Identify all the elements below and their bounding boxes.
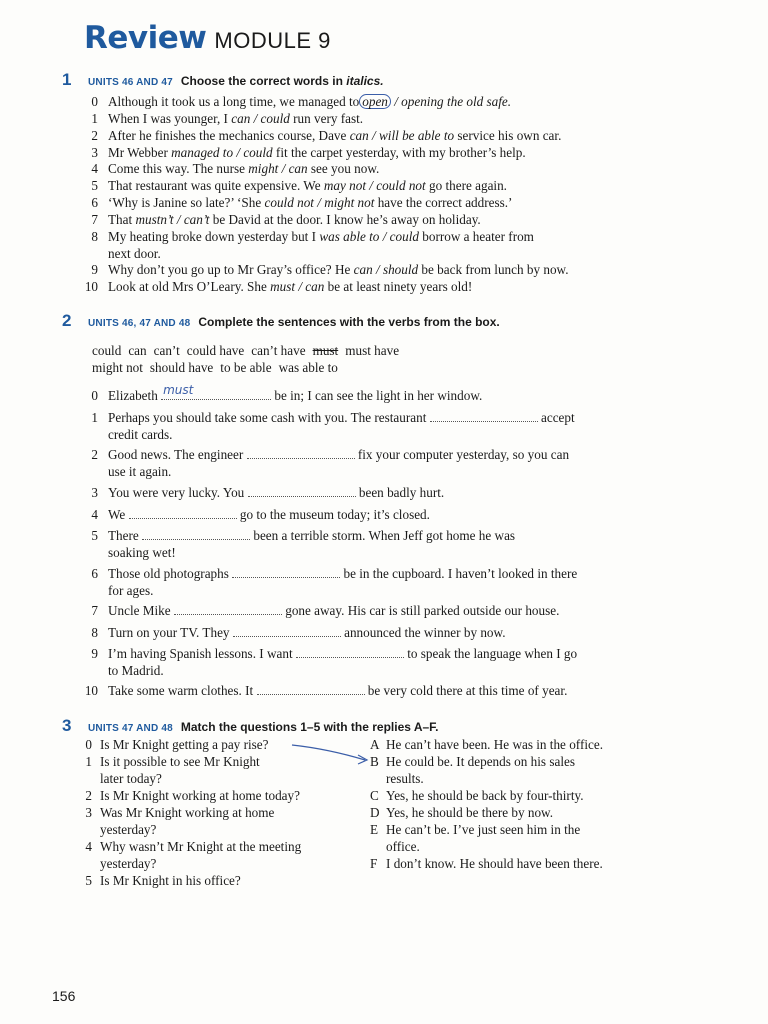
word-box-row-1: could can can’t could have can’t have must must have bbox=[92, 343, 400, 358]
section-units: UNITS 46 AND 47 bbox=[88, 77, 173, 88]
s3-reply-E: E He can’t be. I’ve just seen him in the bbox=[370, 822, 581, 837]
s2-item-1-cont: credit cards. bbox=[108, 427, 173, 442]
s3-reply-B: B He could be. It depends on his sales bbox=[370, 754, 575, 769]
s2-item-9-cont: to Madrid. bbox=[108, 663, 164, 678]
s3-reply-D: D Yes, he should be there by now. bbox=[370, 805, 554, 820]
s1-item-8-cont: next door. bbox=[108, 246, 161, 261]
s2-item-2-cont: use it again. bbox=[108, 464, 172, 479]
section-instruction: Choose the correct words in italics. bbox=[180, 74, 384, 88]
handwritten-circle-answer: open bbox=[359, 94, 391, 109]
s3-question-3-cont: yesterday? bbox=[100, 822, 157, 837]
s3-reply-C: C Yes, he should be back by four-thirty. bbox=[370, 788, 584, 803]
struck-word: must bbox=[312, 343, 339, 358]
s2-item-6-cont: for ages. bbox=[108, 583, 154, 598]
workbook-page: Review MODULE 9 1 UNITS 46 AND 47 Choose the correct words in italics. 0 Although it took us a long time, we managed to open / opening the old safe. 1 When I was younger, I can / could run very fast. 2 After he finishes the mechanics course, Dave can / will be able to service his own car. 3 Mr Webber managed to / could fit the carpet yesterday, with my brother’s help. 4 Come this way. The nurse might / can see you now. 5 That restaurant was quite expensive. We may not / could not go there again. 6 ‘Why is Janine so late?’ ‘She could not / might not have the correct address.’ 7 That mustn’t / can’t be David at the door. I know he’s away on holiday. 8 My heating broke down yesterday but I was able to / could borrow a heater from next door. 9 Why don’t you go up to Mr Gray’s office? He can / should be back from lunch by now. 10 Look at old Mrs O’Leary. She must / can be at least ninety years old! 2 UNITS 46, 47 AND 48 Complete the sentences with the verbs from the box. could can can’t could have can’t have must must have might not should have to be able was able to 0 Elizabeth must be in; I can see the light in her window. 1 Perhaps you should take some cash with you. The restaurant accept credit cards. 2 Good news. The engineer fix your computer yesterday, so you can use it again. 3 You were very lucky. You been badly hurt. 4 We go to the museum today; it’s closed. 5 There been a terrible storm. When Jeff got home he was soaking wet! 6 Those old photographs be in the cupboard. I haven’t looked in there for ages. 7 Uncle Mike gone away. His car is still parked outside our house. 8 Turn on your TV. They announced the winner by now. 9 I’m having Spanish lessons. I want to speak the language when I go to Madrid. 10 Take some warm clothes. It be very cold there at this time of year. 3 UNITS 47 AND 48 Match the questions 1–5 with the replies A–F. 0 Is Mr Knight getting a pay rise? 1 Is it possible to see Mr Knight later today? 2 Is Mr Knight working at home today? 3 Was Mr Knight working at home yesterday? 4 Why wasn’t Mr Knight at the meeting yesterday? 5 Is Mr Knight in his office? A He can’t have been. He was in the office. B He could be. It depends on his sales results. C Yes, he should be back by four-thirty. D Yes, he should be there by now. E He can’t be. I’ve just seen him in the office. F I don’t know. He should have been there. 156 bbox=[0, 0, 768, 1024]
section-instruction: Complete the sentences with the verbs from the box. bbox=[198, 315, 500, 329]
s3-reply-B-cont: results. bbox=[386, 771, 424, 786]
section-units: UNITS 47 AND 48 bbox=[88, 723, 173, 734]
section-number: 3 bbox=[62, 716, 72, 735]
s3-question-4-cont: yesterday? bbox=[100, 856, 157, 871]
word-box-row-2: might not should have to be able was able to bbox=[92, 360, 338, 375]
section-units: UNITS 46, 47 AND 48 bbox=[88, 318, 191, 329]
title-module: MODULE 9 bbox=[214, 28, 331, 53]
title-review: Review bbox=[84, 20, 207, 56]
s3-reply-A: A He can’t have been. He was in the office. bbox=[370, 737, 604, 752]
section-number: 2 bbox=[62, 311, 72, 330]
s3-question-1-cont: later today? bbox=[100, 771, 162, 786]
s3-reply-E-cont: office. bbox=[386, 839, 420, 854]
s2-item-5-cont: soaking wet! bbox=[108, 545, 176, 560]
page-number: 156 bbox=[52, 988, 76, 1004]
handwritten-answer: must bbox=[163, 383, 194, 397]
s3-reply-F: F I don’t know. He should have been there. bbox=[370, 856, 603, 871]
section-number: 1 bbox=[62, 70, 72, 89]
section-instruction: Match the questions 1–5 with the replies A–F. bbox=[180, 720, 439, 734]
